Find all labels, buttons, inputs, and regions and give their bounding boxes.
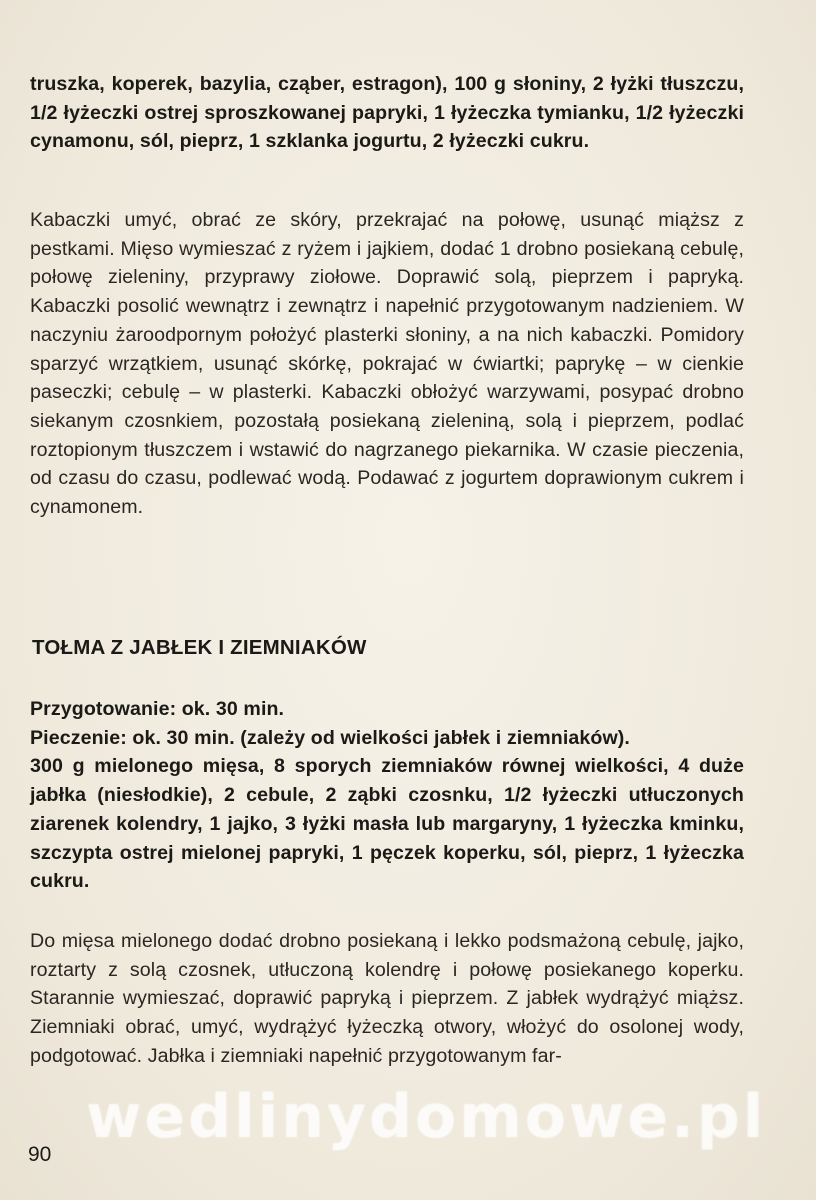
ingredients-continued: truszka, koperek, bazylia, cząber, estragon), 100 g słoniny, 2 łyżki tłuszczu, 1/2 łyżeczki ostrej sproszkowanej papryki, 1 łyżeczka tymianku, 1/2 łyżeczki cynamonu, sól, pieprz, 1 szklanka jogurtu, 2 łyżeczki cukru. [30,73,744,153]
recipe-2-header-block [30,695,744,896]
preparation-time: Przygotowanie: ok. 30 min. [30,698,285,720]
watermark: wedlinydomowe.pl [86,1082,767,1152]
page-number: 90 [28,1143,52,1166]
baking-time: Pieczenie: ok. 30 min. (zależy od wielkości jabłek i ziemniaków). [30,726,630,749]
recipe-2-title: TOŁMA Z JABŁEK I ZIEMNIAKÓW [32,636,367,659]
recipe-2-ingredients: 300 g mielonego mięsa, 8 sporych ziemniaków równej wielkości, 4 duże jabłka (niesłodkie), 2 cebule, 2 ząbki czosnku, 1/2 łyżeczki utłuczonych ziarenek kolendry, 1 jajko, 3 łyżki masła lub margaryny, 1 łyżeczka kminku, szczypta ostrej mielonej papryki, 1 pęczek koperku, sól, pieprz, 1 łyżeczka cukru. [30,755,744,893]
recipe-2-instructions: Do mięsa mielonego dodać drobno posiekaną i lekko podsmażoną cebulę, jajko, roztarty z solą czosnek, utłuczoną kolendrę i połowę posiekanego koperku. Starannie wymieszać, doprawić papryką i pieprzem. Z jabłek wydrążyć miąższ. Ziemniaki obrać, umyć, wydrążyć łyżeczką otwory, włożyć do osolonej wody, podgotować. Jabłka i ziemniaki napełnić przygotowanym far- [30,930,744,1067]
recipe-1-instructions: Kabaczki umyć, obrać ze skóry, przekrajać na połowę, usunąć miąższ z pestkami. Mięso wymieszać z ryżem i jajkiem, dodać 1 drobno posiekaną cebulę, połowę zieleniny, przyprawy ziołowe. Doprawić solą, pieprzem i papryką. Kabaczki posolić wewnątrz i zewnątrz i napełnić przygotowanym nadzieniem. W naczyniu żaroodpornym położyć plasterki słoniny, a na nich kabaczki. Pomidory sparzyć wrzątkiem, usunąć skórkę, pokrajać w ćwiartki; paprykę – w cienkie paseczki; cebulę – w plasterki. Kabaczki obłożyć warzywami, posypać drobno siekanym czosnkiem, pozostałą posiekaną zieleniną, solą i pieprzem, podlać roztopionym tłuszczem i wstawić do nagrzanego piekarnika. W czasie pieczenia, od czasu do czasu, podlewać wodą. Podawać z jogurtem doprawionym cukrem i cynamonem. [30,209,744,519]
